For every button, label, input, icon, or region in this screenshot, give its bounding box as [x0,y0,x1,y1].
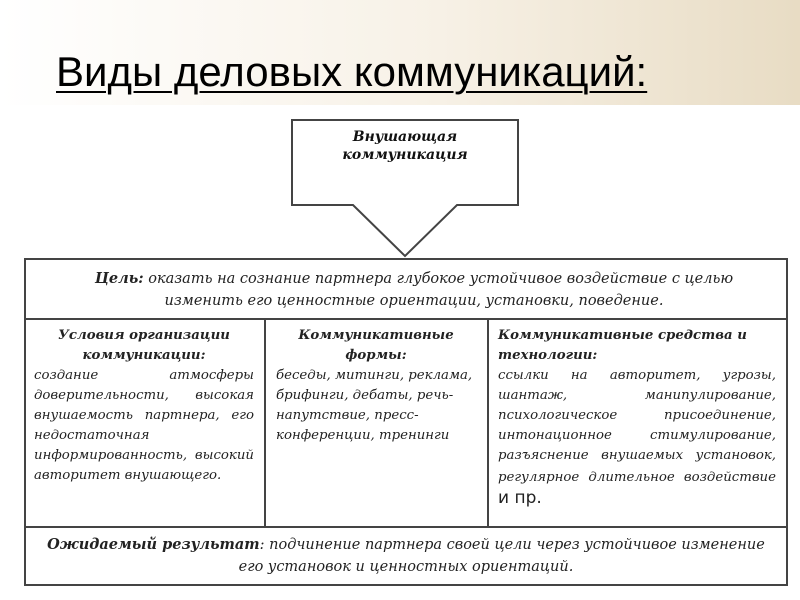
column-heading: Коммуникативные формы: [298,328,454,363]
column-body: ссылки на авторитет, угрозы, шантаж, манипулирование, психологическое присоединение, интонационное стимулирование, разъяснение внушаемых установок, регулярное длительное воздействие [498,368,776,485]
goal-label: Цель: [94,270,144,287]
result-text [46,534,766,578]
goal-box [24,258,788,320]
result-label: Ожидаемый результат [47,536,260,553]
columns-box [24,318,788,528]
arrow-label-line1: Внушающая [352,129,458,145]
goal-body: оказать на сознание партнера глубокое устойчивое воздействие с целью изменить его ценностные ориентации, установки, поведение. [143,271,734,309]
column-heading: Условия организации коммуникации: [58,328,230,363]
page-title: Виды деловых коммуникаций: [56,48,648,95]
column-heading: Коммуникативные средства и технологии: [498,328,747,363]
column-technologies [498,326,776,510]
column-divider [264,320,266,526]
column-body-wrap [498,366,776,510]
column-divider [487,320,489,526]
column-body: беседы, митинги, реклама, брифинги, дебаты, речь-напутствие, пресс-конференции, тренинги [276,368,473,443]
arrow-label-line2: коммуникация [342,147,468,163]
column-body: создание атмосферы доверительности, высокая внушаемость партнера, его недостаточная информированность, высокий авторитет внушающего. [34,368,254,483]
column-forms [276,326,476,446]
result-body: : подчинение партнера своей цели через устойчивое изменение его установок и ценностных ориентаций. [238,537,765,575]
column-conditions [34,326,254,486]
column-body-tail: и пр. [498,488,542,508]
arrow-label [292,128,518,164]
goal-text [54,268,774,312]
result-box [24,526,788,586]
